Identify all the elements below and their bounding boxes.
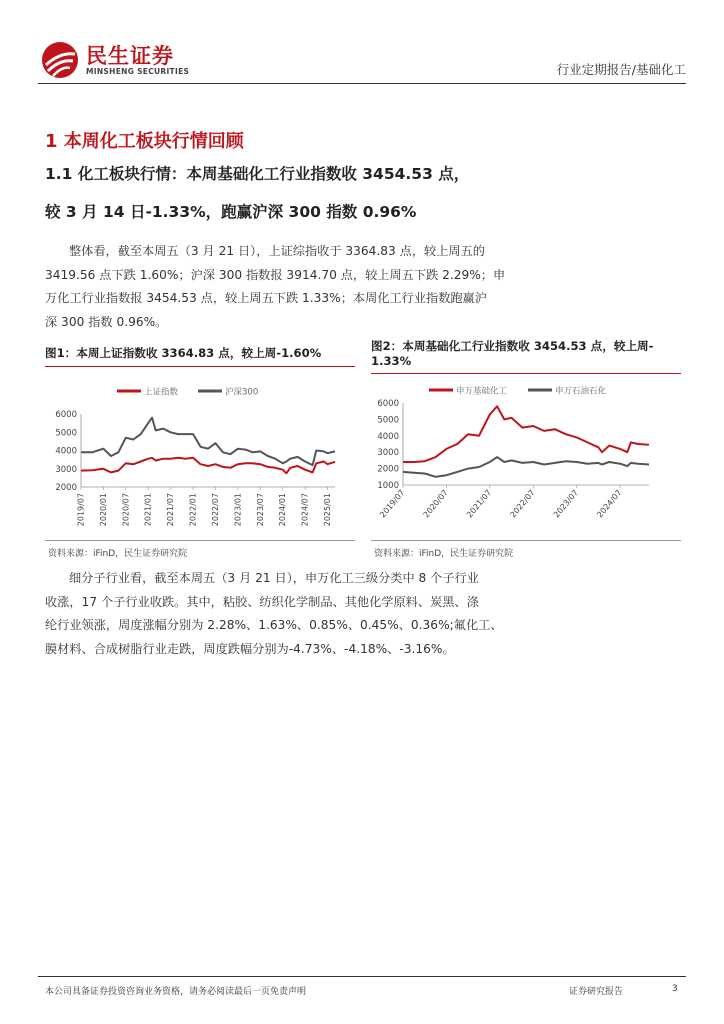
- y-tick-label: 5000: [377, 415, 399, 426]
- figure1-title-rule: [45, 366, 355, 367]
- series-line-0: [81, 458, 335, 474]
- y-tick-label: 5000: [55, 428, 77, 439]
- figure2-bottom-rule: [371, 540, 681, 541]
- y-tick-label: 6000: [377, 399, 399, 409]
- legend-label: 申万基础化工: [456, 386, 508, 397]
- legend-label: 上证指数: [144, 387, 179, 398]
- x-tick-label: 2023/07: [255, 493, 265, 527]
- x-tick-label: 2020/07: [421, 488, 450, 520]
- y-tick-label: 3000: [377, 448, 399, 459]
- paragraph-line: 纶行业领涨，周度涨幅分别为 2.28%、1.63%、0.85%、0.45%、0.36%;氟化工、: [45, 618, 503, 632]
- y-tick-label: 3000: [55, 464, 77, 475]
- y-tick-label: 4000: [377, 431, 399, 442]
- x-tick-label: 2020/07: [121, 493, 131, 527]
- x-tick-label: 2024/07: [595, 488, 624, 520]
- figure2-title: [371, 339, 681, 369]
- paragraph-line: 膜材料、合成树脂行业走跌，周度跌幅分别为-4.73%、-4.18%、-3.16%。: [45, 641, 455, 656]
- x-tick-label: 2019/07: [76, 493, 86, 527]
- subsection-heading-line1: 1.1 化工板块行情：本周基础化工行业指数收 3454.53 点，: [45, 165, 470, 183]
- y-tick-label: 1000: [377, 481, 399, 491]
- x-tick-label: 2022/07: [210, 493, 220, 527]
- figure1-bottom-rule: [45, 540, 355, 541]
- x-tick-label: 2021/07: [166, 493, 176, 527]
- x-tick-label: 2023/01: [233, 493, 243, 527]
- paragraph-line: 万化工行业指数报 3454.53 点，较上周五下跌 1.33%；本周化工行业指数跑赢沪: [45, 291, 487, 305]
- series-line-0: [403, 406, 649, 462]
- legend-label: 沪深300: [225, 387, 259, 398]
- figure2-source: 资料来源：iFinD，民生证券研究院: [374, 549, 514, 559]
- series-line-1: [403, 457, 649, 477]
- figure2-title-line2: 1.33%: [371, 354, 412, 368]
- figure2-chart: [371, 378, 681, 538]
- x-tick-label: 2019/07: [378, 488, 407, 520]
- paragraph-line: 收涨，17 个子行业收跌。其中，粘胶、纺织化学制品、其他化学原料、炭黑、涤: [45, 594, 479, 609]
- series-line-1: [81, 418, 335, 465]
- x-tick-label: 2022/07: [508, 488, 537, 520]
- logo-mark-icon: [40, 40, 80, 80]
- figure1-chart: [45, 372, 355, 538]
- paragraph-line: 深 300 指数 0.96%。: [45, 314, 168, 329]
- footer-disclaimer: 本公司具备证券投资咨询业务资格，请务必阅读最后一页免责声明: [45, 987, 307, 997]
- paragraph-subsectors: [45, 567, 685, 661]
- x-tick-label: 2024/01: [278, 493, 288, 527]
- section-heading: 1 本周化工板块行情回顾: [45, 131, 244, 152]
- paragraph-line: 3419.56 点下跌 1.60%；沪深 300 指数报 3914.70 点，较上周五下跌 2.29%；申: [45, 267, 506, 282]
- figure2-title-line1: 图2：本周基础化工行业指数收 3454.53 点，较上周-: [371, 339, 654, 353]
- y-tick-label: 4000: [55, 446, 77, 457]
- x-tick-label: 2025/01: [323, 493, 333, 527]
- x-tick-label: 2021/01: [143, 493, 153, 527]
- paragraph-line: 细分子行业看，截至本周五（3 月 21 日），申万化工三级分类中 8 个子行业: [69, 571, 479, 585]
- y-tick-label: 6000: [55, 410, 77, 420]
- y-tick-label: 2000: [55, 483, 77, 493]
- figure1-source: 资料来源：iFinD，民生证券研究院: [48, 549, 188, 559]
- x-tick-label: 2022/01: [188, 493, 198, 527]
- footer-divider: [38, 976, 686, 977]
- figure1-title: 图1：本周上证指数收 3364.83 点，较上周-1.60%: [45, 346, 322, 360]
- paragraph-line: 整体看，截至本周五（3 月 21 日），上证综指收于 3364.83 点，较上周五的: [69, 244, 485, 258]
- x-tick-label: 2021/07: [465, 488, 494, 520]
- figure2-title-rule: [371, 373, 681, 374]
- logo-en: MINSHENG SECURITIES: [86, 67, 190, 76]
- logo-cn: 民生证券: [86, 44, 174, 68]
- legend-label: 申万石油石化: [555, 386, 607, 397]
- x-tick-label: 2024/07: [300, 493, 310, 527]
- subsection-heading-line2: 较 3 月 14 日-1.33%，跑赢沪深 300 指数 0.96%: [45, 203, 417, 221]
- page-number: 3: [672, 984, 678, 994]
- footer-label: 证券研究报告: [569, 987, 624, 997]
- report-type: 行业定期报告/基础化工: [556, 62, 686, 77]
- x-tick-label: 2020/01: [98, 493, 108, 527]
- x-tick-label: 2023/07: [551, 488, 581, 520]
- header-divider: [38, 83, 686, 84]
- y-tick-label: 2000: [377, 464, 399, 475]
- paragraph-overview: [45, 240, 685, 334]
